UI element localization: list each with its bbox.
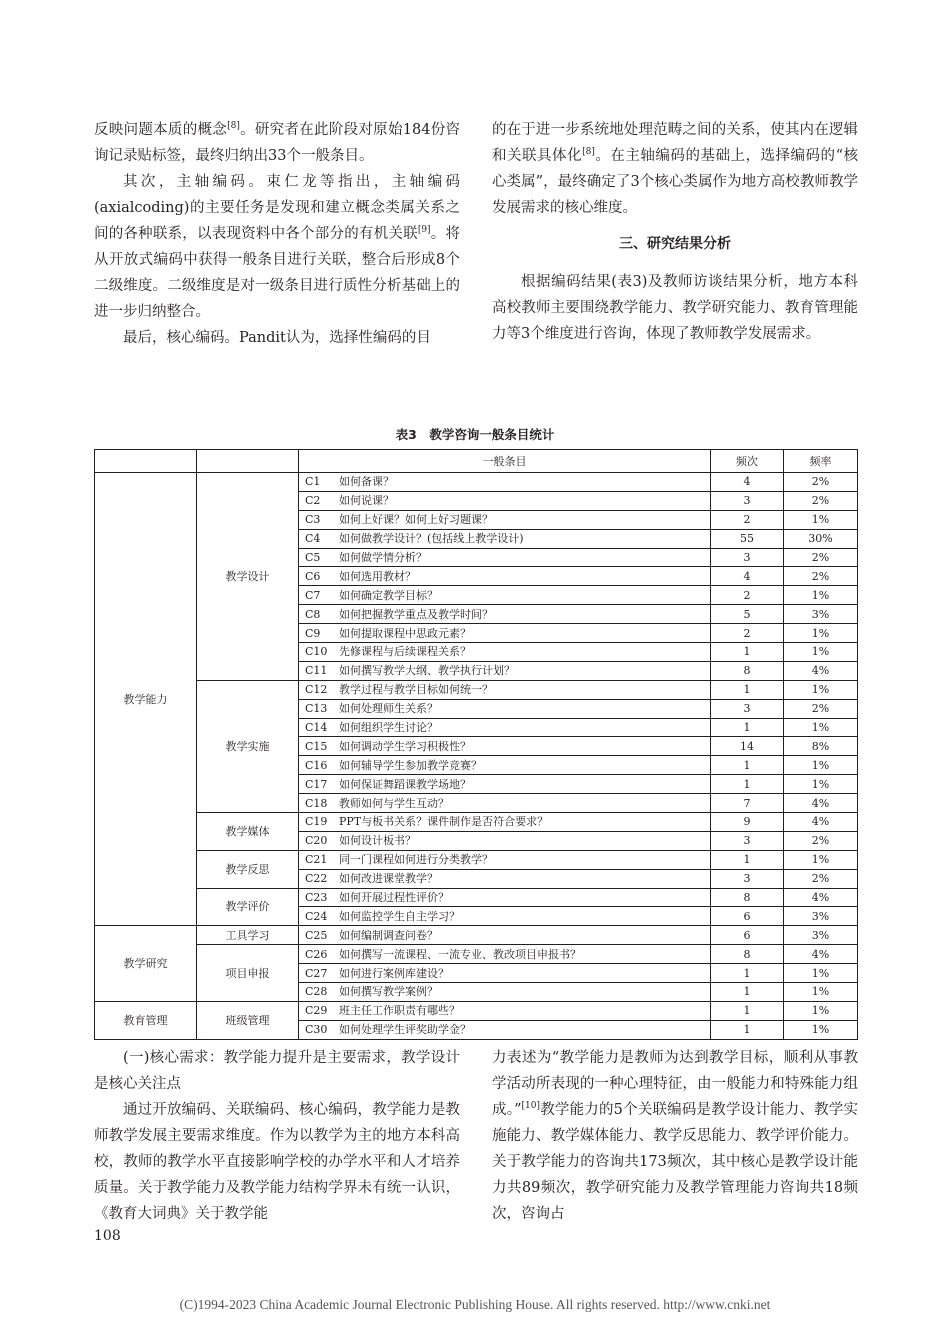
item-cell: C25 如何编制调查问卷？	[299, 926, 711, 945]
rate-cell: 3%	[784, 926, 858, 945]
item-cell: C24 如何监控学生自主学习？	[299, 907, 711, 926]
item-cell: C1 如何备课？	[299, 473, 711, 492]
item-cell: C28 如何撰写教学案例？	[299, 983, 711, 1002]
item-cell: C29 班主任工作职责有哪些？	[299, 1001, 711, 1020]
item-cell: C17 如何保证舞蹈课教学场地？	[299, 775, 711, 794]
paragraph: 的在于进一步系统地处理范畴之间的关系，使其内在逻辑和关联具体化[8]。在主轴编码的基础上，选择编码的“核心类属”，最终确定了3个核心类属作为地方高校教师教学发展需求的核心维度。	[492, 122, 859, 216]
body-column-left-bottom	[94, 1045, 460, 1227]
paragraph: 反映问题本质的概念[8]。研究者在此阶段对原始184份咨询记录贴标签，最终归纳出33个一般条目。	[94, 121, 460, 164]
paragraph: 通过开放编码、关联编码、核心编码，教学能力是教师教学发展主要需求维度。作为以教学为主的地方本科高校，教师的教学水平直接影响学校的办学水平和人才培养质量。关于教学能力及教学能力结构学界未有统一认识，《教育大词典》关于教学能	[94, 1102, 460, 1222]
item-cell: C20 如何设计板书？	[299, 831, 711, 850]
rate-cell: 30%	[784, 529, 858, 548]
frequency-cell: 5	[711, 605, 784, 624]
frequency-cell: 1	[711, 756, 784, 775]
level2-cell: 项目申报	[197, 945, 299, 1002]
header-level2	[197, 450, 299, 473]
frequency-cell: 3	[711, 491, 784, 510]
rate-cell: 1%	[784, 1001, 858, 1020]
level1-cell: 教学研究	[95, 926, 197, 1002]
frequency-cell: 3	[711, 699, 784, 718]
item-cell: C21 同一门课程如何进行分类教学？	[299, 850, 711, 869]
frequency-cell: 1	[711, 1020, 784, 1039]
item-cell: C6 如何选用教材？	[299, 567, 711, 586]
section-heading: 三、研究结果分析	[619, 236, 731, 252]
rate-cell: 2%	[784, 491, 858, 510]
item-cell: C5 如何做学情分析？	[299, 548, 711, 567]
table-row	[95, 945, 858, 964]
rate-cell: 1%	[784, 964, 858, 983]
item-cell: C3 如何上好课？如何上好习题课？	[299, 510, 711, 529]
item-cell: C14 如何组织学生讨论？	[299, 718, 711, 737]
header-frequency: 频次	[711, 450, 784, 473]
paragraph: 最后，核心编码。Pandit认为，选择性编码的目	[123, 330, 431, 346]
item-cell: C13 如何处理师生关系？	[299, 699, 711, 718]
rate-cell: 1%	[784, 718, 858, 737]
rate-cell: 2%	[784, 548, 858, 567]
rate-cell: 4%	[784, 945, 858, 964]
body-column-right-bottom	[492, 1045, 858, 1227]
item-cell: C12 教学过程与教学目标如何统一？	[299, 680, 711, 699]
frequency-cell: 3	[711, 831, 784, 850]
frequency-cell: 1	[711, 775, 784, 794]
paragraph: 力表述为“教学能力是教师为达到教学目标，顺利从事教学活动所表现的一种心理特征，由一般能力和特殊能力组成。”[10]教学能力的5个关联编码是教学设计能力、教学实施能力、教学媒体能力、教学反思能力、教学评价能力。关于教学能力的咨询共173频次，其中核心是教学设计能力共89频次，教学研究能力及教学管理能力咨询共18频次，咨询占	[492, 1050, 858, 1222]
rate-cell: 3%	[784, 907, 858, 926]
table-title: 表3 教学咨询一般条目统计	[395, 427, 555, 442]
table-row	[95, 473, 858, 492]
rate-cell: 2%	[784, 567, 858, 586]
table-row	[95, 888, 858, 907]
item-cell: C7 如何确定教学目标？	[299, 586, 711, 605]
sub-heading: (一)核心需求：教学能力提升是主要需求，教学设计是核心关注点	[94, 1050, 460, 1092]
frequency-cell: 1	[711, 850, 784, 869]
item-cell: C2 如何说课？	[299, 491, 711, 510]
level2-cell: 教学实施	[197, 680, 299, 812]
rate-cell: 1%	[784, 510, 858, 529]
header-item: 一般条目	[299, 450, 711, 473]
rate-cell: 1%	[784, 643, 858, 662]
rate-cell: 2%	[784, 473, 858, 492]
frequency-cell: 1	[711, 983, 784, 1002]
rate-cell: 4%	[784, 794, 858, 813]
rate-cell: 1%	[784, 983, 858, 1002]
level2-cell: 教学反思	[197, 850, 299, 888]
level2-cell: 教学设计	[197, 473, 299, 681]
paragraph: 其次，主轴编码。束仁龙等指出，主轴编码(axialcoding)的主要任务是发现和建立概念类属关系之间的各种联系，以表现资料中各个部分的有机关联[9]。将从开放式编码中获得一般条目进行关联，整合后形成8个二级维度。二级维度是对一级条目进行质性分析基础上的进一步归纳整合。	[94, 174, 460, 320]
frequency-cell: 8	[711, 888, 784, 907]
frequency-cell: 14	[711, 737, 784, 756]
frequency-cell: 1	[711, 718, 784, 737]
frequency-cell: 6	[711, 907, 784, 926]
page-number: 108	[94, 1228, 121, 1244]
item-cell: C8 如何把握教学重点及教学时间？	[299, 605, 711, 624]
rate-cell: 4%	[784, 661, 858, 680]
rate-cell: 3%	[784, 605, 858, 624]
frequency-cell: 7	[711, 794, 784, 813]
rate-cell: 4%	[784, 888, 858, 907]
level2-cell: 工具学习	[197, 926, 299, 945]
body-column-right-top	[492, 117, 858, 347]
citation-ref[interactable]: [8]	[582, 147, 595, 158]
level1-cell: 教学能力	[95, 473, 197, 926]
frequency-cell: 55	[711, 529, 784, 548]
frequency-cell: 4	[711, 567, 784, 586]
body-column-left-top	[94, 117, 460, 351]
citation-ref[interactable]: [10]	[521, 1101, 541, 1112]
rate-cell: 2%	[784, 699, 858, 718]
item-cell: C9 如何提取课程中思政元素？	[299, 624, 711, 643]
rate-cell: 1%	[784, 586, 858, 605]
item-cell: C15 如何调动学生学习积极性？	[299, 737, 711, 756]
rate-cell: 1%	[784, 624, 858, 643]
copyright-footer: (C)1994-2023 China Academic Journal Electronic Publishing House. All rights reserved. http://www.cnki.net	[179, 1297, 771, 1312]
rate-cell: 1%	[784, 1020, 858, 1039]
frequency-cell: 4	[711, 473, 784, 492]
level1-cell: 教育管理	[95, 1001, 197, 1039]
header-level1	[95, 450, 197, 473]
frequency-cell: 2	[711, 624, 784, 643]
frequency-cell: 1	[711, 680, 784, 699]
item-cell: C18 教师如何与学生互动？	[299, 794, 711, 813]
table-row	[95, 1001, 858, 1020]
paragraph: 根据编码结果(表3)及教师访谈结果分析，地方本科高校教师主要围绕教学能力、教学研究能力、教育管理能力等3个维度进行咨询，体现了教师教学发展需求。	[492, 274, 858, 342]
rate-cell: 4%	[784, 813, 858, 832]
statistics-table	[94, 449, 858, 1040]
frequency-cell: 1	[711, 964, 784, 983]
table-row	[95, 680, 858, 699]
level2-cell: 班级管理	[197, 1001, 299, 1039]
table-row	[95, 926, 858, 945]
rate-cell: 8%	[784, 737, 858, 756]
item-cell: C10 先修课程与后续课程关系？	[299, 643, 711, 662]
rate-cell: 1%	[784, 775, 858, 794]
frequency-cell: 2	[711, 510, 784, 529]
item-cell: C4 如何做教学设计？(包括线上教学设计)	[299, 529, 711, 548]
table-row	[95, 850, 858, 869]
citation-ref[interactable]: [9]	[417, 225, 431, 236]
item-cell: C26 如何撰写一流课程、一流专业、教改项目申报书？	[299, 945, 711, 964]
rate-cell: 1%	[784, 756, 858, 775]
frequency-cell: 3	[711, 548, 784, 567]
rate-cell: 1%	[784, 850, 858, 869]
item-cell: C11 如何撰写教学大纲、教学执行计划？	[299, 661, 711, 680]
frequency-cell: 8	[711, 661, 784, 680]
level2-cell: 教学评价	[197, 888, 299, 926]
item-cell: C19 PPT与板书关系？课件制作是否符合要求？	[299, 813, 711, 832]
rate-cell: 2%	[784, 831, 858, 850]
level2-cell: 教学媒体	[197, 813, 299, 851]
frequency-cell: 1	[711, 643, 784, 662]
item-cell: C27 如何进行案例库建设？	[299, 964, 711, 983]
rate-cell: 1%	[784, 680, 858, 699]
item-cell: C16 如何辅导学生参加教学竞赛？	[299, 756, 711, 775]
rate-cell: 2%	[784, 869, 858, 888]
table-row	[95, 813, 858, 832]
frequency-cell: 3	[711, 869, 784, 888]
frequency-cell: 9	[711, 813, 784, 832]
frequency-cell: 6	[711, 926, 784, 945]
frequency-cell: 2	[711, 586, 784, 605]
item-cell: C23 如何开展过程性评价？	[299, 888, 711, 907]
frequency-cell: 8	[711, 945, 784, 964]
item-cell: C22 如何改进课堂教学？	[299, 869, 711, 888]
citation-ref[interactable]: [8]	[227, 121, 240, 132]
item-cell: C30 如何处理学生评奖助学金？	[299, 1020, 711, 1039]
table-header-row	[95, 450, 858, 473]
frequency-cell: 1	[711, 1001, 784, 1020]
header-rate: 频率	[784, 450, 858, 473]
